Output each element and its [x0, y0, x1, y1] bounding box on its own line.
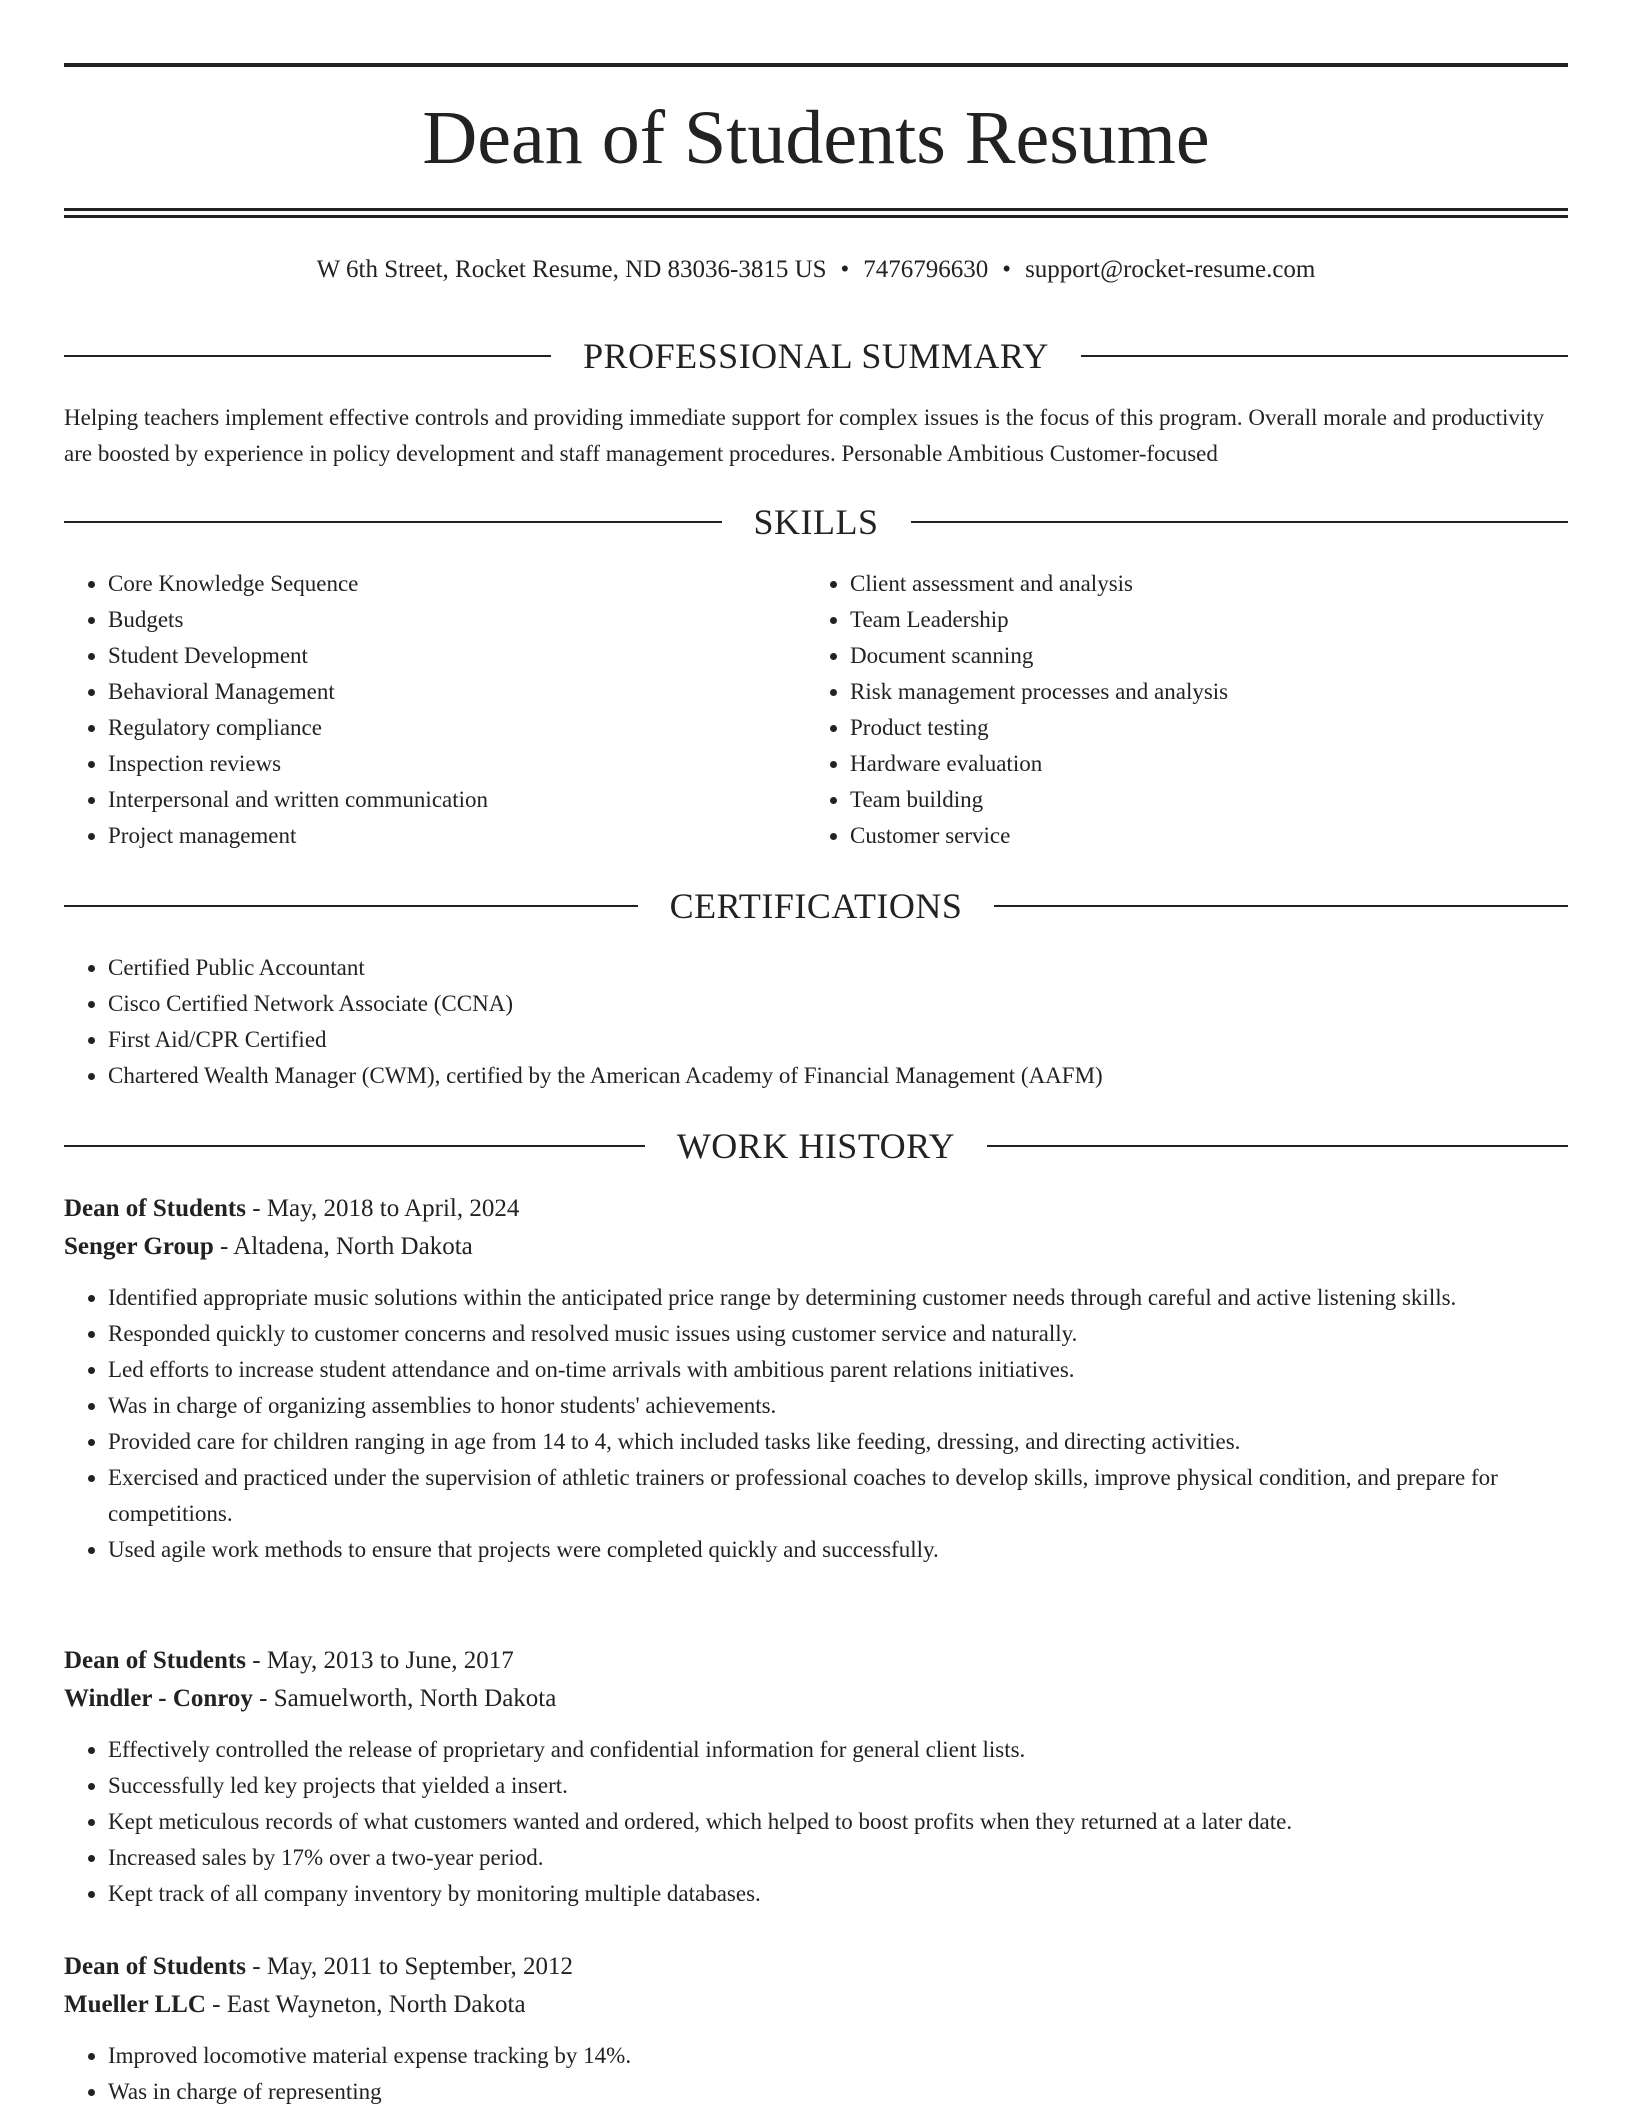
title-double-rule-lower	[64, 215, 1568, 218]
job-location: East Wayneton, North Dakota	[226, 1991, 526, 2018]
skill-item: • Behavioral Management	[108, 674, 764, 710]
skills-heading: SKILLS	[753, 502, 879, 542]
skills-section-header	[64, 498, 1568, 546]
job-title: Dean of Students	[64, 1195, 246, 1222]
job-bullet: • Improved locomotive material expense tracking by 14%.	[108, 2038, 1568, 2074]
job-company-row: Senger Group - Altadena, North Dakota	[64, 1233, 473, 1260]
skill-item: • Team building	[850, 782, 1506, 818]
contact-line	[64, 252, 1568, 288]
skill-item: • Budgets	[108, 602, 764, 638]
work-history-section-header	[64, 1122, 1568, 1170]
contact-email: support@rocket-resume.com	[1025, 256, 1316, 283]
summary-section-header	[64, 332, 1568, 380]
skill-item: • Client assessment and analysis	[850, 566, 1506, 602]
job-bullets	[64, 2038, 1568, 2110]
job-title: Dean of Students	[64, 1647, 246, 1674]
job-location: Samuelworth, North Dakota	[273, 1685, 557, 1712]
section-rule	[911, 521, 1569, 523]
job-company: Mueller LLC	[64, 1991, 206, 2018]
job-bullet: • Was in charge of representing	[108, 2074, 1568, 2110]
job-entry	[64, 1190, 1568, 1568]
skill-item: • Core Knowledge Sequence	[108, 566, 764, 602]
summary-heading: PROFESSIONAL SUMMARY	[583, 336, 1049, 376]
job-bullets	[64, 1280, 1568, 1568]
job-company: Windler - Conroy	[64, 1685, 253, 1712]
job-company-row: Windler - Conroy - Samuelworth, North Dakota	[64, 1685, 557, 1712]
certifications-list	[64, 950, 1568, 1094]
certifications-block	[64, 950, 1568, 1094]
job-title-row: Dean of Students - May, 2018 to April, 2024	[64, 1195, 520, 1222]
skill-item: • Inspection reviews	[108, 746, 764, 782]
skills-column-right	[806, 566, 1506, 854]
section-rule	[994, 905, 1568, 907]
job-bullet: • Kept meticulous records of what customers wanted and ordered, which helped to boost profits when they returned at a later date.	[108, 1804, 1568, 1840]
job-bullets	[64, 1732, 1568, 1912]
resume-title: Dean of Students Resume	[422, 96, 1210, 180]
skill-item: • Product testing	[850, 710, 1506, 746]
contact-address: W 6th Street, Rocket Resume, ND 83036-3815 US	[316, 256, 827, 283]
section-rule	[64, 905, 638, 907]
skill-item: • Team Leadership	[850, 602, 1506, 638]
job-title-row: Dean of Students - May, 2011 to September, 2012	[64, 1953, 573, 1980]
skill-item: • Hardware evaluation	[850, 746, 1506, 782]
job-company-row: Mueller LLC - East Wayneton, North Dakota	[64, 1991, 526, 2018]
section-rule	[64, 521, 722, 523]
job-dates: May, 2018 to April, 2024	[266, 1195, 520, 1222]
skill-item: • Document scanning	[850, 638, 1506, 674]
job-location: Altadena, North Dakota	[233, 1233, 473, 1260]
certifications-heading: CERTIFICATIONS	[669, 886, 963, 926]
contact-separator: •	[840, 256, 850, 283]
job-dates: May, 2013 to June, 2017	[266, 1647, 514, 1674]
job-bullet: • Was in charge of organizing assemblies to honor students' achievements.	[108, 1388, 1568, 1424]
skill-item: • Risk management processes and analysis	[850, 674, 1506, 710]
section-rule	[64, 1145, 645, 1147]
certification-item: • Cisco Certified Network Associate (CCNA)	[108, 986, 1568, 1022]
certification-item: • First Aid/CPR Certified	[108, 1022, 1568, 1058]
job-bullet: • Provided care for children ranging in age from 14 to 4, which included tasks like feeding, dressing, and directing activities.	[108, 1424, 1568, 1460]
job-dates: May, 2011 to September, 2012	[266, 1953, 573, 1980]
certification-item: • Certified Public Accountant	[108, 950, 1568, 986]
skill-item: • Regulatory compliance	[108, 710, 764, 746]
certifications-section-header	[64, 882, 1568, 930]
job-bullet: • Used agile work methods to ensure that projects were completed quickly and successfully.	[108, 1532, 1568, 1568]
job-bullet: • Led efforts to increase student attendance and on-time arrivals with ambitious parent relations initiatives.	[108, 1352, 1568, 1388]
job-bullet: • Increased sales by 17% over a two-year period.	[108, 1840, 1568, 1876]
contact-phone: 7476796630	[863, 256, 989, 283]
job-title-row: Dean of Students - May, 2013 to June, 2017	[64, 1647, 514, 1674]
section-rule	[64, 355, 551, 357]
contact-separator: •	[1002, 256, 1012, 283]
job-title: Dean of Students	[64, 1953, 246, 1980]
skill-item: • Interpersonal and written communication	[108, 782, 764, 818]
job-bullet: • Identified appropriate music solutions within the anticipated price range by determining customer needs through careful and active listening skills.	[108, 1280, 1568, 1316]
skills-list-right	[806, 566, 1506, 854]
summary-text: Helping teachers implement effective controls and providing immediate support for complex issues is the focus of this program. Overall morale and productivity are boosted by experience in policy development and staff management procedures. Personable Ambitious Customer-focused	[64, 405, 1545, 466]
job-bullet: • Successfully led key projects that yielded a insert.	[108, 1768, 1568, 1804]
job-entry	[64, 1642, 1568, 1912]
job-bullet: • Responded quickly to customer concerns and resolved music issues using customer service and naturally.	[108, 1316, 1568, 1352]
job-bullet: • Effectively controlled the release of proprietary and confidential information for general client lists.	[108, 1732, 1568, 1768]
work-history-heading: WORK HISTORY	[676, 1126, 956, 1166]
title-double-rule-upper	[64, 208, 1568, 211]
top-rule	[64, 63, 1568, 67]
certification-item: • Chartered Wealth Manager (CWM), certified by the American Academy of Financial Management (AAFM)	[108, 1058, 1568, 1094]
section-rule	[1081, 355, 1568, 357]
job-company: Senger Group	[64, 1233, 214, 1260]
section-rule	[987, 1145, 1568, 1147]
skills-list-left	[64, 566, 764, 854]
skill-item: • Customer service	[850, 818, 1506, 854]
skill-item: • Project management	[108, 818, 764, 854]
job-bullet: • Exercised and practiced under the supervision of athletic trainers or professional coaches to develop skills, improve physical condition, and prepare for competitions.	[108, 1460, 1568, 1532]
skills-column-left	[64, 566, 764, 854]
job-entry	[64, 1948, 1568, 2110]
job-bullet: • Kept track of all company inventory by monitoring multiple databases.	[108, 1876, 1568, 1912]
skill-item: • Student Development	[108, 638, 764, 674]
